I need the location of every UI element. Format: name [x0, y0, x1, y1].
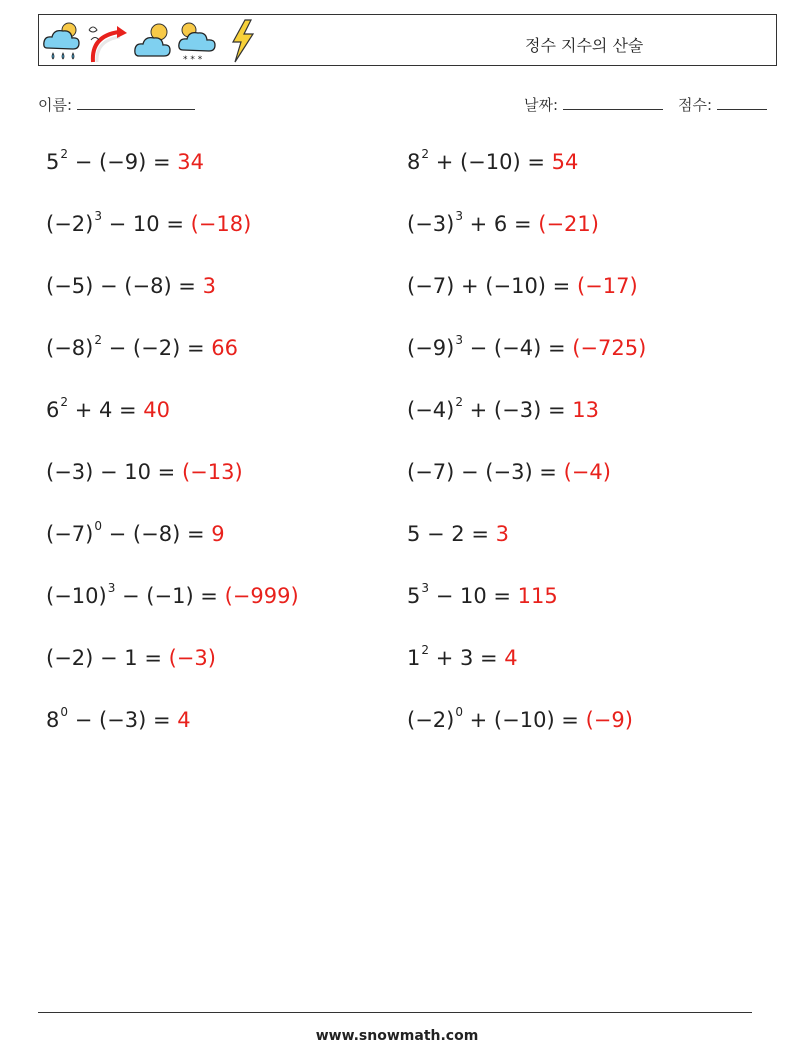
problem-item — [407, 707, 633, 733]
problem-expression: + (−10) = — [462, 708, 586, 732]
problem-base: (−5) − (−8) = — [46, 274, 203, 298]
problem-item — [407, 397, 599, 423]
problem-answer: 3 — [202, 274, 216, 298]
problem-expression: + (−10) = — [429, 150, 552, 174]
problem-item — [46, 211, 251, 237]
problem-base: (−3) − 10 = — [46, 460, 182, 484]
problem-base: 1 — [407, 646, 421, 670]
problem-item — [46, 273, 216, 299]
problem-base: 6 — [46, 398, 60, 422]
problem-base: (−10) — [46, 584, 107, 608]
problem-answer: (−3) — [168, 646, 216, 670]
problem-item — [46, 521, 225, 547]
problem-answer: (−21) — [538, 212, 599, 236]
problem-exponent: 0 — [60, 705, 69, 719]
problem-exponent: 2 — [60, 395, 69, 409]
problem-answer: 9 — [211, 522, 225, 546]
problem-expression: + 6 = — [462, 212, 539, 236]
problem-answer: 34 — [177, 150, 204, 174]
problem-answer: (−18) — [190, 212, 252, 236]
name-field — [38, 94, 195, 115]
problem-answer: (−4) — [563, 460, 611, 484]
problem-answer: 54 — [551, 150, 579, 174]
problem-expression: + 4 = — [68, 398, 144, 422]
problem-base: (−7) + (−10) = — [407, 274, 577, 298]
problem-item — [46, 645, 216, 671]
problem-item — [46, 397, 170, 423]
problem-base: 5 — [46, 150, 60, 174]
problem-base: 5 — [407, 584, 421, 608]
problem-exponent: 2 — [455, 395, 463, 409]
problem-expression: − (−8) = — [101, 522, 212, 546]
problem-expression: − (−3) = — [68, 708, 178, 732]
problem-base: (−7) — [46, 522, 94, 546]
wind-rainbow-icon — [87, 18, 131, 64]
problem-answer: 66 — [211, 336, 238, 360]
date-label: 날짜: — [524, 96, 559, 114]
problem-item — [407, 583, 558, 609]
problem-exponent: 3 — [107, 581, 116, 595]
problem-exponent: 2 — [421, 643, 430, 657]
problem-item — [407, 273, 638, 299]
problem-item — [46, 335, 238, 361]
problem-expression: − (−4) = — [462, 336, 573, 360]
lightning-icon — [227, 18, 259, 64]
snow-cloud-icon — [175, 18, 223, 64]
worksheet-header — [38, 14, 777, 66]
problem-exponent: 0 — [455, 705, 463, 719]
name-label: 이름: — [38, 96, 73, 114]
problem-answer: (−17) — [576, 274, 638, 298]
problem-answer: 4 — [177, 708, 191, 732]
problem-answer: 3 — [495, 522, 509, 546]
problem-answer: (−9) — [585, 708, 633, 732]
problem-answer: 115 — [517, 584, 558, 608]
score-field — [678, 94, 767, 115]
problem-item — [407, 211, 599, 237]
problem-answer: 4 — [504, 646, 518, 670]
problem-item — [407, 645, 518, 671]
problem-base: (−2) — [407, 708, 455, 732]
footer-url: www.snowmath.com — [315, 1028, 479, 1044]
problem-expression: + (−3) = — [462, 398, 573, 422]
score-blank[interactable] — [717, 95, 767, 110]
problem-exponent: 2 — [60, 147, 69, 161]
problem-exponent: 3 — [421, 581, 430, 595]
problem-expression: − (−2) = — [101, 336, 212, 360]
problem-expression: − (−1) = — [115, 584, 225, 608]
problem-base: 8 — [46, 708, 60, 732]
worksheet-title: 정수 지수의 산술 — [525, 36, 644, 55]
problem-base: (−2) − 1 = — [46, 646, 169, 670]
problem-item — [46, 583, 299, 609]
problem-base: (−3) — [407, 212, 455, 236]
rain-cloud-icon — [41, 18, 85, 64]
problem-exponent: 3 — [455, 209, 463, 223]
problem-item — [407, 149, 578, 175]
problem-exponent: 2 — [94, 333, 102, 347]
problem-exponent: 0 — [94, 519, 102, 533]
problem-item — [407, 459, 611, 485]
problem-answer: 13 — [572, 398, 599, 422]
problem-item — [46, 459, 243, 485]
problem-base: (−2) — [46, 212, 94, 236]
problem-exponent: 2 — [421, 147, 430, 161]
problem-item — [46, 707, 191, 733]
problem-expression: + 3 = — [429, 646, 505, 670]
problem-answer: (−725) — [572, 336, 647, 360]
problem-base: 8 — [407, 150, 421, 174]
name-blank[interactable] — [77, 95, 195, 110]
date-blank[interactable] — [563, 95, 663, 110]
problem-answer: 40 — [143, 398, 171, 422]
problem-base: 5 − 2 = — [407, 522, 496, 546]
problem-item — [407, 521, 509, 547]
problem-answer: (−999) — [224, 584, 299, 608]
date-field — [524, 94, 663, 115]
problem-base: (−8) — [46, 336, 94, 360]
problem-expression: − 10 = — [101, 212, 191, 236]
problem-answer: (−13) — [181, 460, 243, 484]
weather-icon-strip — [41, 18, 271, 64]
score-label: 점수: — [678, 96, 713, 114]
problem-exponent: 3 — [455, 333, 463, 347]
sun-cloud-icon — [133, 18, 177, 64]
problem-item — [407, 335, 646, 361]
problem-base: (−9) — [407, 336, 455, 360]
problem-expression: − 10 = — [429, 584, 518, 608]
footer-divider — [38, 1012, 752, 1013]
problem-expression: − (−9) = — [68, 150, 178, 174]
problem-exponent: 3 — [94, 209, 102, 223]
problem-item — [46, 149, 204, 175]
svg-text:* * *: * * * — [183, 55, 203, 64]
problem-base: (−7) − (−3) = — [407, 460, 564, 484]
problem-base: (−4) — [407, 398, 455, 422]
